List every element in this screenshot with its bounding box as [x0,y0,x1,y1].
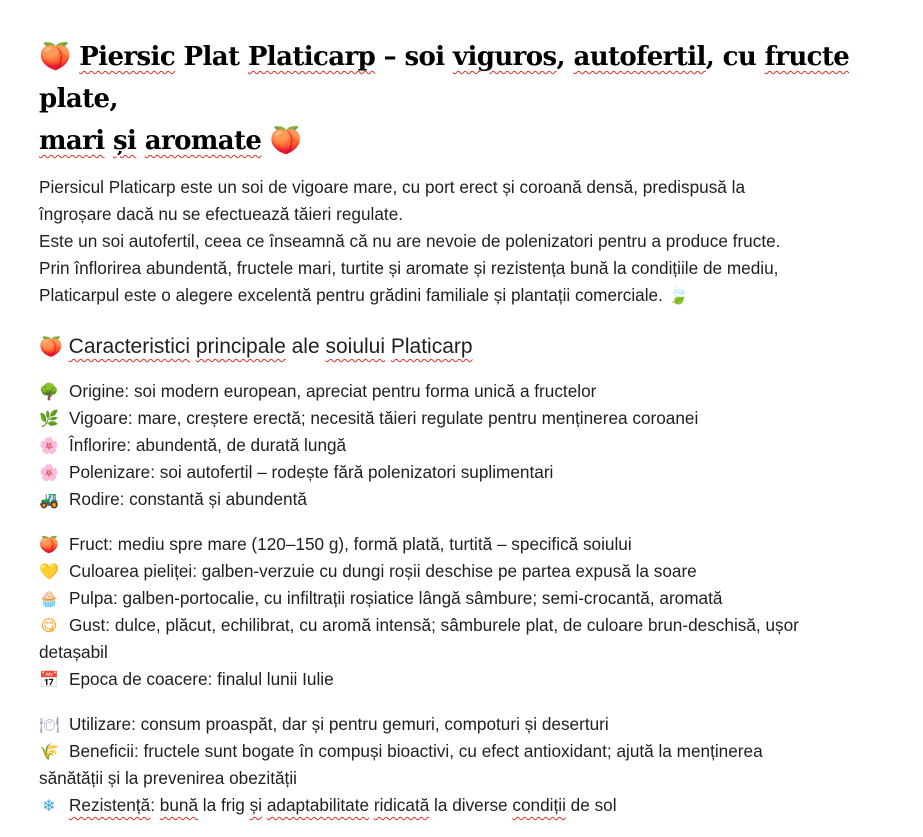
cupcake-icon: 🧁 [39,589,59,608]
intro-line: Este un soi autofertil, ceea ce înseamnă că nu are nevoie de polenizatori pentru a produce fructe. [39,231,781,251]
list-item: 💛 Culoarea pieliței: galben-verzuie cu dungi roșii deschise pe partea expusă la soare [39,558,899,585]
plate-cutlery-icon: 🍽 [39,715,60,734]
document-body [39,36,899,837]
list-item: 🚜 Rodire: constantă și abundentă [39,486,899,513]
list-item: 😋 Gust: dulce, plăcut, echilibrat, cu aromă intensă; sâmburele plat, de culoare brun-deschisă, ușor [39,612,899,639]
title-word: Plat [183,42,240,72]
title-word: mari [39,126,105,156]
yum-face-icon: 😋 [40,616,58,635]
snowflake-icon: ❄ [42,796,56,815]
title-word: Piersic [79,42,176,72]
tractor-icon: 🚜 [39,490,59,509]
peach-icon: 🍑 [39,42,71,72]
characteristics-group-usage [39,711,899,819]
characteristics-group-general [39,378,899,513]
peach-icon: 🍑 [269,126,302,156]
list-item-continuation: detașabil [39,642,108,662]
title-word: și [113,126,137,156]
intro-line: Piersicul Platicarp este un soi de vigoare mare, cu port erect și coroană densă, predispusă la [39,177,746,197]
blossom-icon: 🌸 [39,463,59,482]
list-item: 🌾 Beneficii: fructele sunt bogate în compuși bioactivi, cu efect antioxidant; ajută la menținerea [39,738,899,765]
tree-icon: 🌳 [39,382,59,401]
intro-paragraph [39,174,899,310]
yellow-heart-icon: 💛 [39,562,59,581]
title-word: Platicarp [247,42,376,72]
sheaf-icon: 🌾 [39,742,59,761]
list-item: 🍽 Utilizare: consum proaspăt, dar și pentru gemuri, compoturi și deserturi [39,711,899,738]
peach-icon: 🍑 [39,535,59,554]
leaf-icon: 🍃 [667,286,690,306]
title-word: fructe [764,42,850,72]
list-item: 🌿 Vigoare: mare, creștere erectă; necesită tăieri regulate pentru menținerea coroanei [39,405,899,432]
page-title: 🍑 Piersic Plat Platicarp – soi viguros, autofertil, cu fructe plate, mari și aromate 🍑 [39,36,899,162]
title-word: autofertil [573,42,706,72]
intro-line: îngroșare dacă nu se efectuează tăieri regulate. [39,204,404,224]
list-item-continuation: sănătății și la prevenirea obezității [39,768,297,788]
characteristics-group-fruit [39,531,899,693]
intro-line: Platicarpul este o alegere excelentă pentru grădini familiale și plantații comerciale. 🍃 [39,282,899,310]
title-word: aromate [144,126,262,156]
section-heading: 🍑 Caracteristici principale ale soiului Platicarp [39,332,899,362]
list-item: 🍑 Fruct: mediu spre mare (120–150 g), formă plată, turtită – specifică soiului [39,531,899,558]
list-item: 🧁 Pulpa: galben-portocalie, cu infiltrații roșiatice lângă sâmbure; semi-crocantă, aromată [39,585,899,612]
blossom-icon: 🌸 [39,436,59,455]
list-item: 🌸 Înflorire: abundentă, de durată lungă [39,432,899,459]
title-word: viguros [453,42,557,72]
list-item: 🌸 Polenizare: soi autofertil – rodește fără polenizatori suplimentari [39,459,899,486]
list-item: 🌳 Origine: soi modern european, apreciat pentru forma unică a fructelor [39,378,899,405]
intro-line: Prin înflorirea abundentă, fructele mari, turtite și aromate și rezistența bună la condițiile de mediu, [39,258,779,278]
herb-icon: 🌿 [39,409,59,428]
calendar-icon: 📅 [39,670,59,689]
list-item: 📅 Epoca de coacere: finalul lunii Iulie [39,666,899,693]
peach-icon: 🍑 [39,336,63,358]
list-item: ❄ Rezistență: bună la frig și adaptabilitate ridicată la diverse condiții de sol [39,792,899,819]
